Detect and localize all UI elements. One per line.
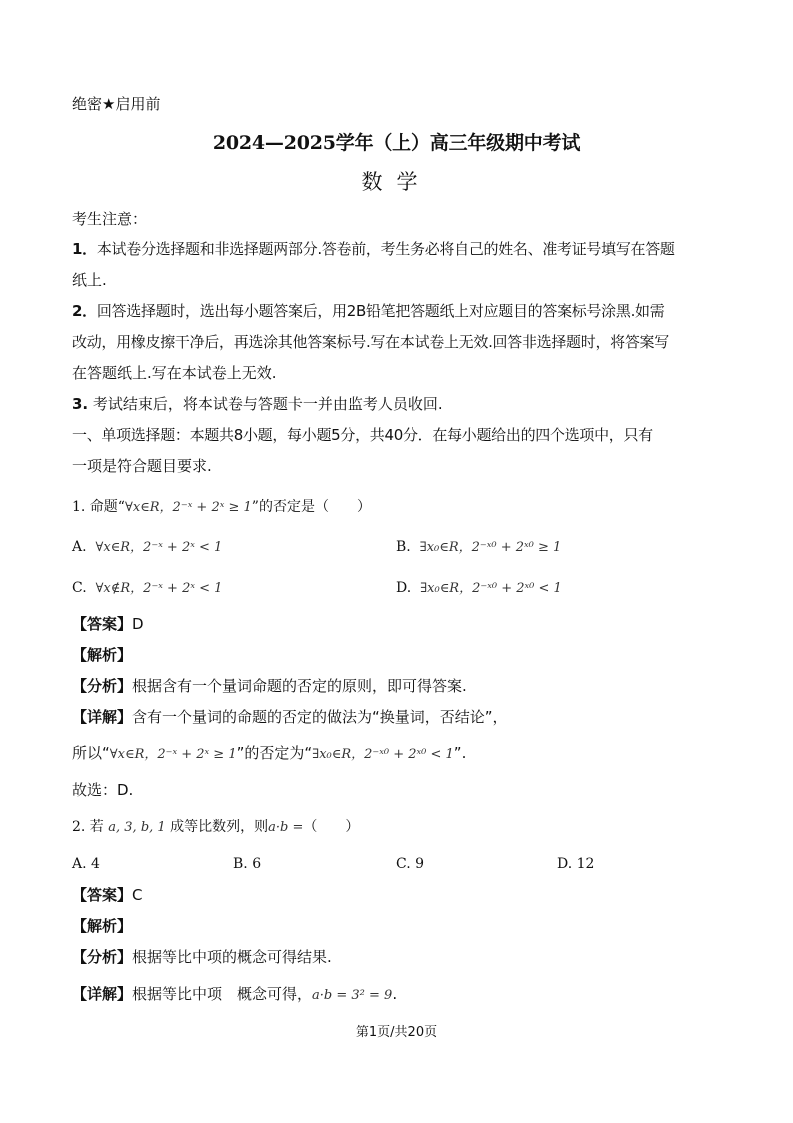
q1-fenxi-tag: 【分析】 <box>72 677 133 695</box>
q2-option-d: D. 12 <box>557 856 595 872</box>
q2-fenxi-tag: 【分析】 <box>72 948 133 966</box>
notice-item-2-cont-1: 改动，用橡皮擦干净后，再选涂其他答案标号.写在本试卷上无效.回答非选择题时，将答案写 <box>72 333 669 351</box>
page-footer: 第1页/共20页 <box>355 1025 438 1040</box>
question-1-stem <box>72 497 371 518</box>
q1-option-b-label: B. <box>396 539 411 555</box>
q2-fenxi-text: 根据等比中项的概念可得结果. <box>132 948 332 966</box>
notice-item-2 <box>72 301 664 321</box>
q1-choice: 故选：D. <box>72 781 134 799</box>
q1-xiangjie-text: 含有一个量词的命题的否定的做法为“换量词，否结论”， <box>132 708 508 726</box>
q1-option-d <box>396 578 562 599</box>
question-2-stem <box>72 817 359 838</box>
q1-option-d-label: D. <box>396 580 412 596</box>
section-heading: 一、单项选择题：本题共8小题，每小题5分，共40分．在每小题给出的四个选项中，只有 <box>72 426 653 444</box>
q1-stem-suffix: ”的否定是（ ） <box>251 499 371 515</box>
q2-fenxi <box>72 947 332 967</box>
q1-analysis-tag: 【解析】 <box>72 646 133 664</box>
q1-fenxi <box>72 676 467 696</box>
q2-stem-formula-2: a·b = <box>268 820 304 835</box>
q1-option-a <box>72 537 222 558</box>
subject-title: 数学 <box>361 170 432 194</box>
q2-stem-formula-1: a, 3, b, 1 <box>108 820 166 835</box>
q1-option-a-label: A. <box>72 539 87 555</box>
q1-option-c <box>72 578 222 599</box>
notice-item-3-number: 3. <box>72 395 89 413</box>
notice-item-1-text: 本试卷分选择题和非选择题两部分.答卷前，考生务必将自己的姓名、准考证号填写在答题 <box>96 240 675 258</box>
q2-xiangjie-text: 根据等比中项 概念可得， <box>132 985 313 1003</box>
q1-answer <box>72 614 144 634</box>
exam-title: 2024—2025学年（上）高三年级期中考试 <box>212 132 581 154</box>
confidential-mark: 绝密★启用前 <box>72 95 161 113</box>
q1-option-d-formula: ∃x₀∈R，2⁻ˣ⁰ + 2ˣ⁰ < 1 <box>420 581 562 596</box>
q1-conclusion-prefix: 所以“ <box>72 744 110 762</box>
q1-option-c-label: C. <box>72 580 87 596</box>
q1-stem-prefix: 1. 命题“ <box>72 499 125 515</box>
q1-option-b-formula: ∃x₀∈R，2⁻ˣ⁰ + 2ˣ⁰ ≥ 1 <box>419 540 562 555</box>
notice-heading: 考生注意： <box>72 210 148 228</box>
q1-conclusion-formula-2: ∃x₀∈R，2⁻ˣ⁰ + 2ˣ⁰ < 1 <box>312 747 454 762</box>
q1-stem-formula: ∀x∈R，2⁻ˣ + 2ˣ ≥ 1 <box>124 500 252 515</box>
q2-xiangjie-tag: 【详解】 <box>72 985 133 1003</box>
q2-stem-middle: 成等比数列，则 <box>170 819 269 835</box>
q2-xiangjie <box>72 984 397 1006</box>
q1-conclusion-suffix: ”. <box>453 744 467 762</box>
q2-answer <box>72 885 143 905</box>
q2-answer-value: C <box>132 886 143 904</box>
q2-xiangjie-formula: a·b = 3² = 9 <box>312 988 393 1003</box>
q1-xiangjie <box>72 707 508 727</box>
notice-item-2-number: 2． <box>72 302 97 320</box>
q1-answer-value: D <box>132 615 144 633</box>
q2-option-b: B. 6 <box>233 856 262 872</box>
notice-item-2-cont-2: 在答题纸上.写在本试卷上无效. <box>72 364 277 382</box>
q1-option-a-formula: ∀x∈R，2⁻ˣ + 2ˣ < 1 <box>95 540 223 555</box>
q2-option-a: A. 4 <box>72 856 100 872</box>
q2-stem-suffix: （ ） <box>303 819 360 835</box>
q2-analysis-tag: 【解析】 <box>72 917 133 935</box>
notice-item-1-cont: 纸上. <box>72 271 107 289</box>
q2-option-c: C. 9 <box>396 856 425 872</box>
q1-fenxi-text: 根据含有一个量词命题的否定的原则，即可得答案. <box>132 677 467 695</box>
q1-xiangjie-tag: 【详解】 <box>72 708 133 726</box>
q1-option-b <box>396 537 561 558</box>
q1-conclusion <box>72 743 466 765</box>
notice-item-2-text: 回答选择题时，选出每小题答案后，用2B铅笔把答题纸上对应题目的答案标号涂黑.如需 <box>96 302 665 320</box>
q2-xiangjie-end: . <box>392 985 398 1003</box>
q1-answer-tag: 【答案】 <box>72 615 133 633</box>
section-heading-cont: 一项是符合题目要求. <box>72 457 212 475</box>
notice-item-1 <box>72 239 675 259</box>
notice-item-3-text: 考试结束后，将本试卷与答题卡一并由监考人员收回. <box>92 395 443 413</box>
notice-item-1-number: 1． <box>72 240 97 258</box>
q1-option-c-formula: ∀x∉R，2⁻ˣ + 2ˣ < 1 <box>95 581 223 596</box>
q1-conclusion-formula-1: ∀x∈R，2⁻ˣ + 2ˣ ≥ 1 <box>109 747 237 762</box>
q2-stem-prefix: 2. 若 <box>72 819 104 835</box>
q2-answer-tag: 【答案】 <box>72 886 133 904</box>
q1-conclusion-middle: ”的否定为“ <box>236 744 313 762</box>
notice-item-3 <box>72 394 443 414</box>
